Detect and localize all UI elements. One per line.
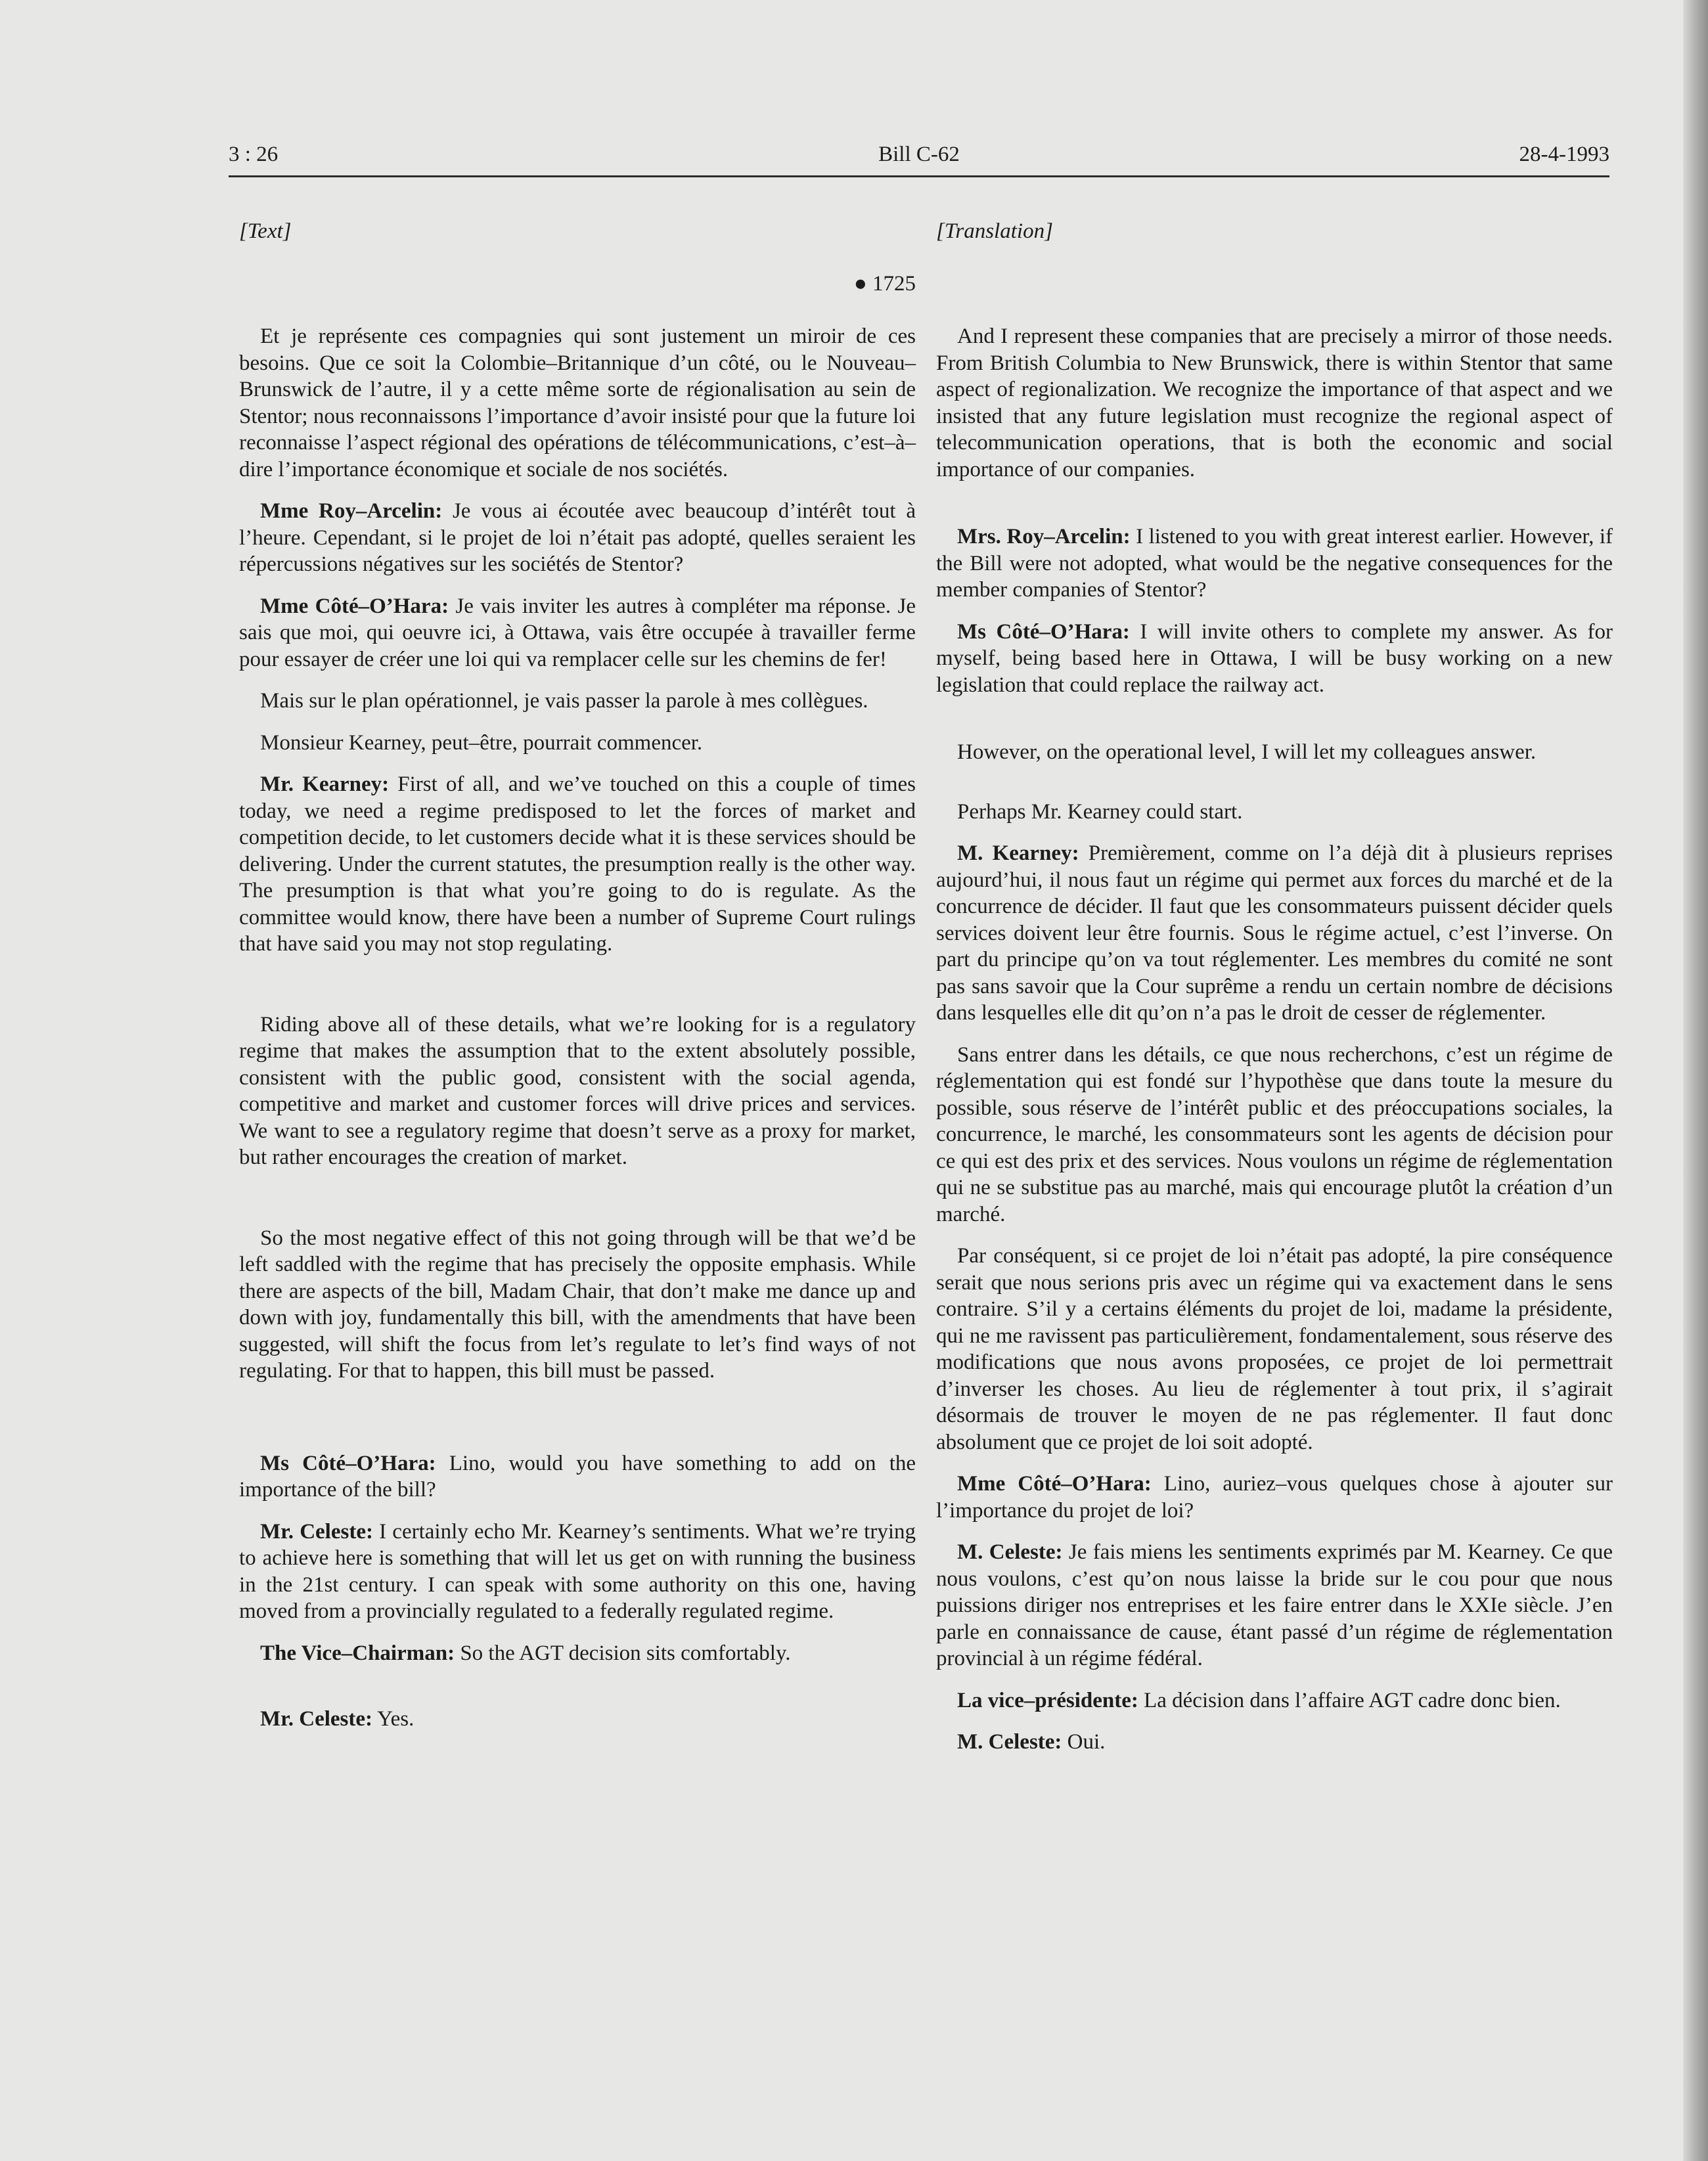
header-date: 28-4-1993 [1519,143,1609,166]
time-marker: ● 1725 [853,272,916,296]
paragraph: Perhaps Mr. Kearney could start. [957,799,1243,824]
speaker-name: M. Kearney: [957,841,1079,865]
column-label: [Text] [239,219,292,243]
paragraph: Mr. Kearney: First of all, and we’ve touched on this a couple of times today, we need a regime predisposed to let the forces of market and competition decide, to let customers decide what it is these services should be delivering. Under the current statutes, the presumption really is the other way. The presumption is that what you’re going to do is regulate. As the committee would know, there have been a number of Supreme Court rulings that have said you may not stop regulating. [239,772,916,956]
column-label: [Translation] [936,219,1053,243]
paragraph: M. Kearney: Premièrement, comme on l’a déjà dit à plusieurs reprises aujourd’hui, il nous faut un régime qui permet aux forces du marché et de la concurrence de décider. Il faut que les consommateurs puissent décider quels services doivent leur être fournis. Sous le régime actuel, c’est l’inverse. On part du principe qu’on va tout réglementer. Les membres du comité ne sont pas sans savoir que la Cour suprême a rendu un certain nombre de décisions dans lesquelles elle dit qu’on n’a pas le droit de cesser de réglementer. [936,841,1613,1025]
right-column [936,218,1613,1771]
speaker-name: M. Celeste: [957,1730,1062,1754]
spacer [936,271,1613,323]
paragraph: Mrs. Roy–Arcelin: I listened to you with great interest earlier. However, if the Bill were not adopted, what would be the negative consequences for the member companies of Stentor? [936,525,1613,602]
paragraph: La vice–présidente: La décision dans l’affaire AGT cadre donc bien. [957,1688,1561,1712]
speaker-name: Mme Côté–O’Hara: [260,594,449,618]
paragraph: Monsieur Kearney, peut–être, pourrait commencer. [260,730,703,755]
left-column [239,218,916,1748]
speaker-name: Ms Côté–O’Hara: [260,1451,436,1475]
paragraph: Ms Côté–O’Hara: I will invite others to complete my answer. As for myself, being based here in Ottawa, I will be busy working on a new legislation that could replace the railway act. [936,619,1613,697]
paragraph: Riding above all of these details, what we’re looking for is a regulatory regime that makes the assumption that to the extent absolutely possible, consistent with the public good, consistent with the social agenda, competitive and market and customer forces will drive prices and services. We want to see a regulatory regime that doesn’t serve as a proxy for market, but rather encourages the creation of market. [239,1012,916,1169]
paragraph: M. Celeste: Je fais miens les sentiments exprimés par M. Kearney. Ce que nous voulons, c’est qu’on nous laisse la bride sur le cou pour que nous puissions diriger nos entreprises et les faire entrer dans le XXIe siècle. J’en parle en connaissance de cause, étant passé d’un régime de réglementation provincial à un régime fédéral. [936,1540,1613,1670]
paragraph: Mme Côté–O’Hara: Lino, auriez–vous quelques chose à ajouter sur l’importance du projet de loi? [936,1472,1613,1523]
paragraph: The Vice–Chairman: So the AGT decision sits comfortably. [260,1641,791,1665]
paragraph: M. Celeste: Oui. [957,1730,1106,1754]
paragraph: Ms Côté–O’Hara: Lino, would you have something to add on the importance of the bill? [239,1451,916,1502]
paragraph: Par conséquent, si ce projet de loi n’était pas adopté, la pire conséquence serait que nous serions pris avec un régime qui va exactement dans le sens contraire. S’il y a certains éléments du projet de loi, madame la présidente, qui ne me ravissent pas particulièrement, fondamentalement, sous réserve des modifications que nous avons proposées, ce projet de loi permettrait d’inverser les choses. Au lieu de réglementer à tout prix, il s’agirait désormais de trouver le moyen de ne pas réglementer. Il faut donc absolument que ce projet de loi soit adopté. [936,1244,1613,1454]
running-header [229,141,1609,177]
paragraph: However, on the operational level, I will let my colleagues answer. [957,740,1537,764]
speaker-name: Mrs. Roy–Arcelin: [957,525,1131,548]
speaker-name: La vice–présidente: [957,1688,1138,1712]
paragraph: Mme Côté–O’Hara: Je vais inviter les autres à compléter ma réponse. Je sais que moi, qui oeuvre ici, à Ottawa, vais être occupée à travailler ferme pour essayer de créer une loi qui va remplacer celle sur les chemins de fer! [239,594,916,671]
paragraph: Mr. Celeste: I certainly echo Mr. Kearney’s sentiments. What we’re trying to achieve here is something that will let us get on with running the business in the 21st century. I can speak with some authority on this one, having moved from a provincially regulated to a federally regulated regime. [239,1519,916,1623]
page-reference: 3 : 26 [229,143,279,166]
speaker-name: Ms Côté–O’Hara: [957,619,1130,644]
paragraph: Sans entrer dans les détails, ce que nous recherchons, c’est un régime de réglementation qui est fondé sur l’hypothèse que dans toute la mesure du possible, sous réserve de l’intérêt public et des préoccupations sociales, la concurrence, le marché, les consommateurs sont les agents de décision pour ce qui est des prix et des services. Nous voulons un régime de réglementation qui ne se substitue pas au marché, mais qui encourage plutôt la création d’un marché. [936,1042,1613,1226]
speaker-name: Mr. Celeste: [260,1707,373,1731]
paragraph: Mais sur le plan opérationnel, je vais passer la parole à mes collègues. [260,689,868,713]
page-edge-shadow [1683,0,1708,2161]
paragraph: Mr. Celeste: Yes. [260,1707,415,1731]
paragraph: So the most negative effect of this not going through will be that we’d be left saddled with the regime that has precisely the opposite emphasis. While there are aspects of the bill, Madam Chair, that don’t make me dance up and down with joy, fundamentally this bill, with the amendments that have been suggested, will shift the focus from let’s regulate to let’s find ways of not regulating. For that to happen, this bill must be passed. [239,1226,916,1383]
paragraph: Mme Roy–Arcelin: Je vous ai écoutée avec beaucoup d’intérêt tout à l’heure. Cependant, si le projet de loi n’était pas adopté, quelles seraient les répercussions négatives sur les sociétés de Stentor? [239,499,916,576]
speaker-name: The Vice–Chairman: [260,1641,455,1665]
speaker-name: M. Celeste: [957,1540,1063,1564]
speaker-name: Mme Côté–O’Hara: [957,1472,1152,1496]
paragraph: And I represent these companies that are precisely a mirror of those needs. From British Columbia to New Brunswick, there is within Stentor that same aspect of regionalization. We recognize the importance of that aspect and we insisted that any future legislation must recognize the regional aspect of telecommunication operations, that is both the economic and social importance of our companies. [936,324,1613,481]
paragraph: Et je représente ces compagnies qui sont justement un miroir de ces besoins. Que ce soit la Colombie–Britannique d’un côté, ou le Nouveau–Brunswick de l’autre, il y a cette même sorte de régionalisation au sein de Stentor; nous reconnaissons l’importance d’avoir insisté pour que la future loi reconnaisse l’aspect régional des opérations de télécommunications, c’est–à–dire l’importance économique et sociale de nos sociétés. [239,324,916,481]
speaker-name: Mr. Celeste: [260,1519,373,1544]
document-title: Bill C-62 [878,143,960,166]
speaker-name: Mr. Kearney: [260,772,390,796]
speaker-name: Mme Roy–Arcelin: [260,499,443,523]
